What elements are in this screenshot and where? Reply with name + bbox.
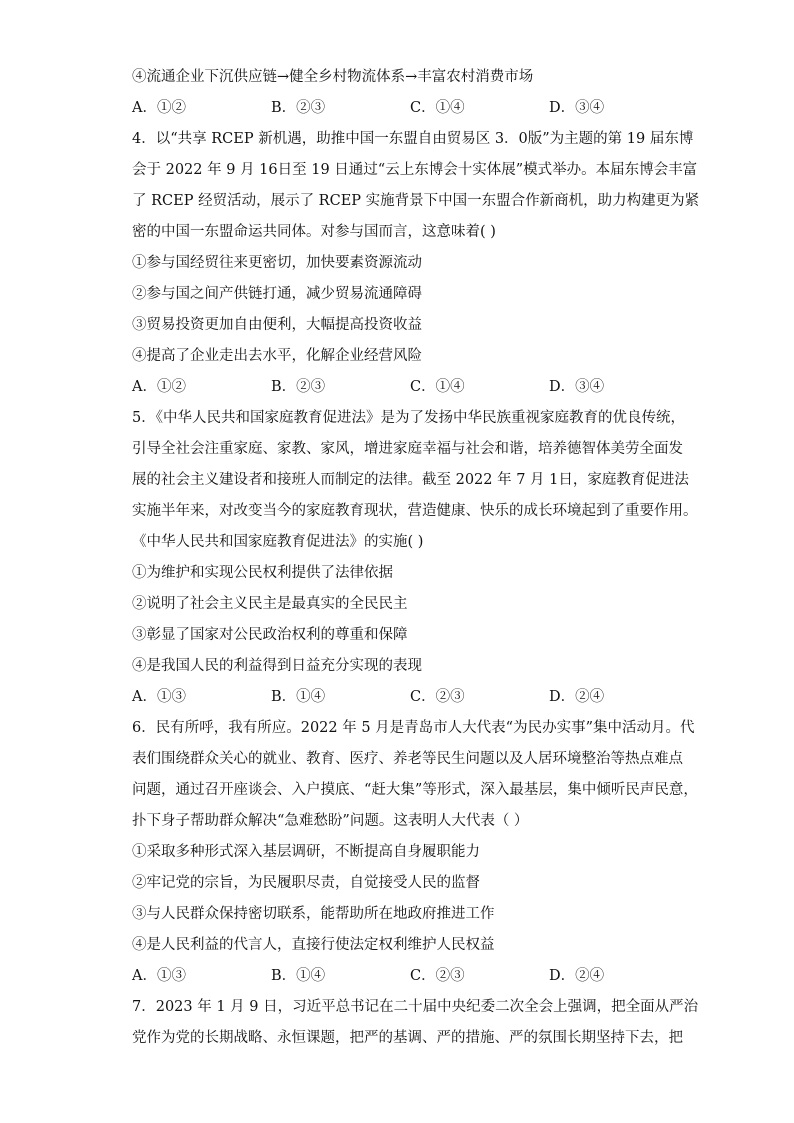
- answer-option: C．②③: [410, 689, 465, 705]
- text-line: 4．以“共享 RCEP 新机遇，助推中国一东盟自由贸易区 3．0版”为主题的第 19 届东博: [132, 131, 694, 147]
- text-line: ②参与国之间产供链打通，减少贸易流通障碍: [132, 286, 422, 302]
- text-line: 会于 2022 年 9 月 16日至 19 日通过“云上东博会十实体展”模式举办。本届东博会丰富: [132, 162, 698, 178]
- answer-option: D．③④: [549, 100, 605, 116]
- text-line: 扑下身子帮助群众解决“急难愁盼”问题。这表明人大代表（ ）: [132, 813, 529, 829]
- text-line: ④提高了企业走出去水平，化解企业经营风险: [132, 348, 422, 364]
- answer-option: D．②④: [549, 968, 605, 984]
- answer-option: B．①④: [271, 689, 326, 705]
- text-line: 6．民有所呼，我有所应。2022 年 5 月是青岛市人大代表“为民办实事”集中活动月。代: [132, 720, 695, 736]
- text-line: 引导全社会注重家庭、家教、家风，增进家庭幸福与社会和谐，培养德智体美劳全面发: [132, 441, 683, 457]
- text-line: 表们围绕群众关心的就业、教育、医疗、养老等民生问题以及人居环境整治等热点难点: [132, 751, 683, 767]
- answer-option: C．②③: [410, 968, 465, 984]
- text-line: 党作为党的长期战略、永恒课题，把严的基调、严的措施、严的氛围长期坚持下去，把: [132, 1030, 683, 1046]
- answer-option: B．②③: [271, 100, 326, 116]
- answer-option: A．①③: [132, 968, 186, 984]
- text-line: 了 RCEP 经贸活动，展示了 RCEP 实施背景下中国一东盟合作新商机，助力构建更为紧: [132, 193, 700, 209]
- answer-options-row: [132, 93, 794, 124]
- text-line: ①参与国经贸往来更密切，加快要素资源流动: [132, 255, 422, 271]
- text-line: 问题，通过召开座谈会、入户摸底、“赶大集”等形式，深入最基层，集中倾听民声民意，: [132, 782, 698, 798]
- text-line: ④流通企业下沉供应链→健全乡村物流体系→丰富农村消费市场: [132, 69, 534, 85]
- text-line: ②说明了社会主义民主是最真实的全民民主: [132, 596, 408, 612]
- text-line: 7．2023 年 1 月 9 日，习近平总书记在二十届中央纪委二次全会上强调，把全面从严治: [132, 999, 699, 1015]
- answer-options-row: [132, 372, 794, 403]
- text-line: 展的社会主义建设者和接班人而制定的法律。截至 2022 年 7 月 1日，家庭教育促进法: [132, 472, 689, 488]
- answer-option: D．②④: [549, 689, 605, 705]
- answer-option: A．①②: [132, 100, 186, 116]
- answer-options-row: [132, 961, 794, 992]
- answer-options-row: [132, 682, 794, 713]
- text-line: ③与人民群众保持密切联系，能帮助所在地政府推进工作: [132, 906, 495, 922]
- answer-option: A．①③: [132, 689, 186, 705]
- answer-option: D．③④: [549, 379, 605, 395]
- answer-option: C．①④: [410, 100, 465, 116]
- answer-option: B．②③: [271, 379, 326, 395]
- text-line: ④是人民利益的代言人，直接行使法定权利维护人民权益: [132, 937, 495, 953]
- text-line: 实施半年来，对改变当今的家庭教育现状，营造健康、快乐的成长环境起到了重要作用。: [132, 503, 698, 519]
- text-line: ①采取多种形式深入基层调研，不断提高自身履职能力: [132, 844, 480, 860]
- answer-option: A．①②: [132, 379, 186, 395]
- text-line: ①为维护和实现公民权利提供了法律依据: [132, 565, 393, 581]
- text-line: ②牢记党的宗旨，为民履职尽责，自觉接受人民的监督: [132, 875, 480, 891]
- text-line: ④是我国人民的利益得到日益充分实现的表现: [132, 658, 422, 674]
- text-line: 5．《中华人民共和国家庭教育促进法》是为了发扬中华民族重视家庭教育的优良传统，: [132, 410, 685, 426]
- text-line: 《中华人民共和国家庭教育促进法》的实施( ): [132, 534, 424, 550]
- answer-option: C．①④: [410, 379, 465, 395]
- text-line: 密的中国一东盟命运共同体。对参与国而言，这意味着( ): [132, 224, 496, 240]
- answer-option: B．①④: [271, 968, 326, 984]
- text-line: ③彰显了国家对公民政治权利的尊重和保障: [132, 627, 408, 643]
- text-line: ③贸易投资更加自由便利，大幅提高投资收益: [132, 317, 422, 333]
